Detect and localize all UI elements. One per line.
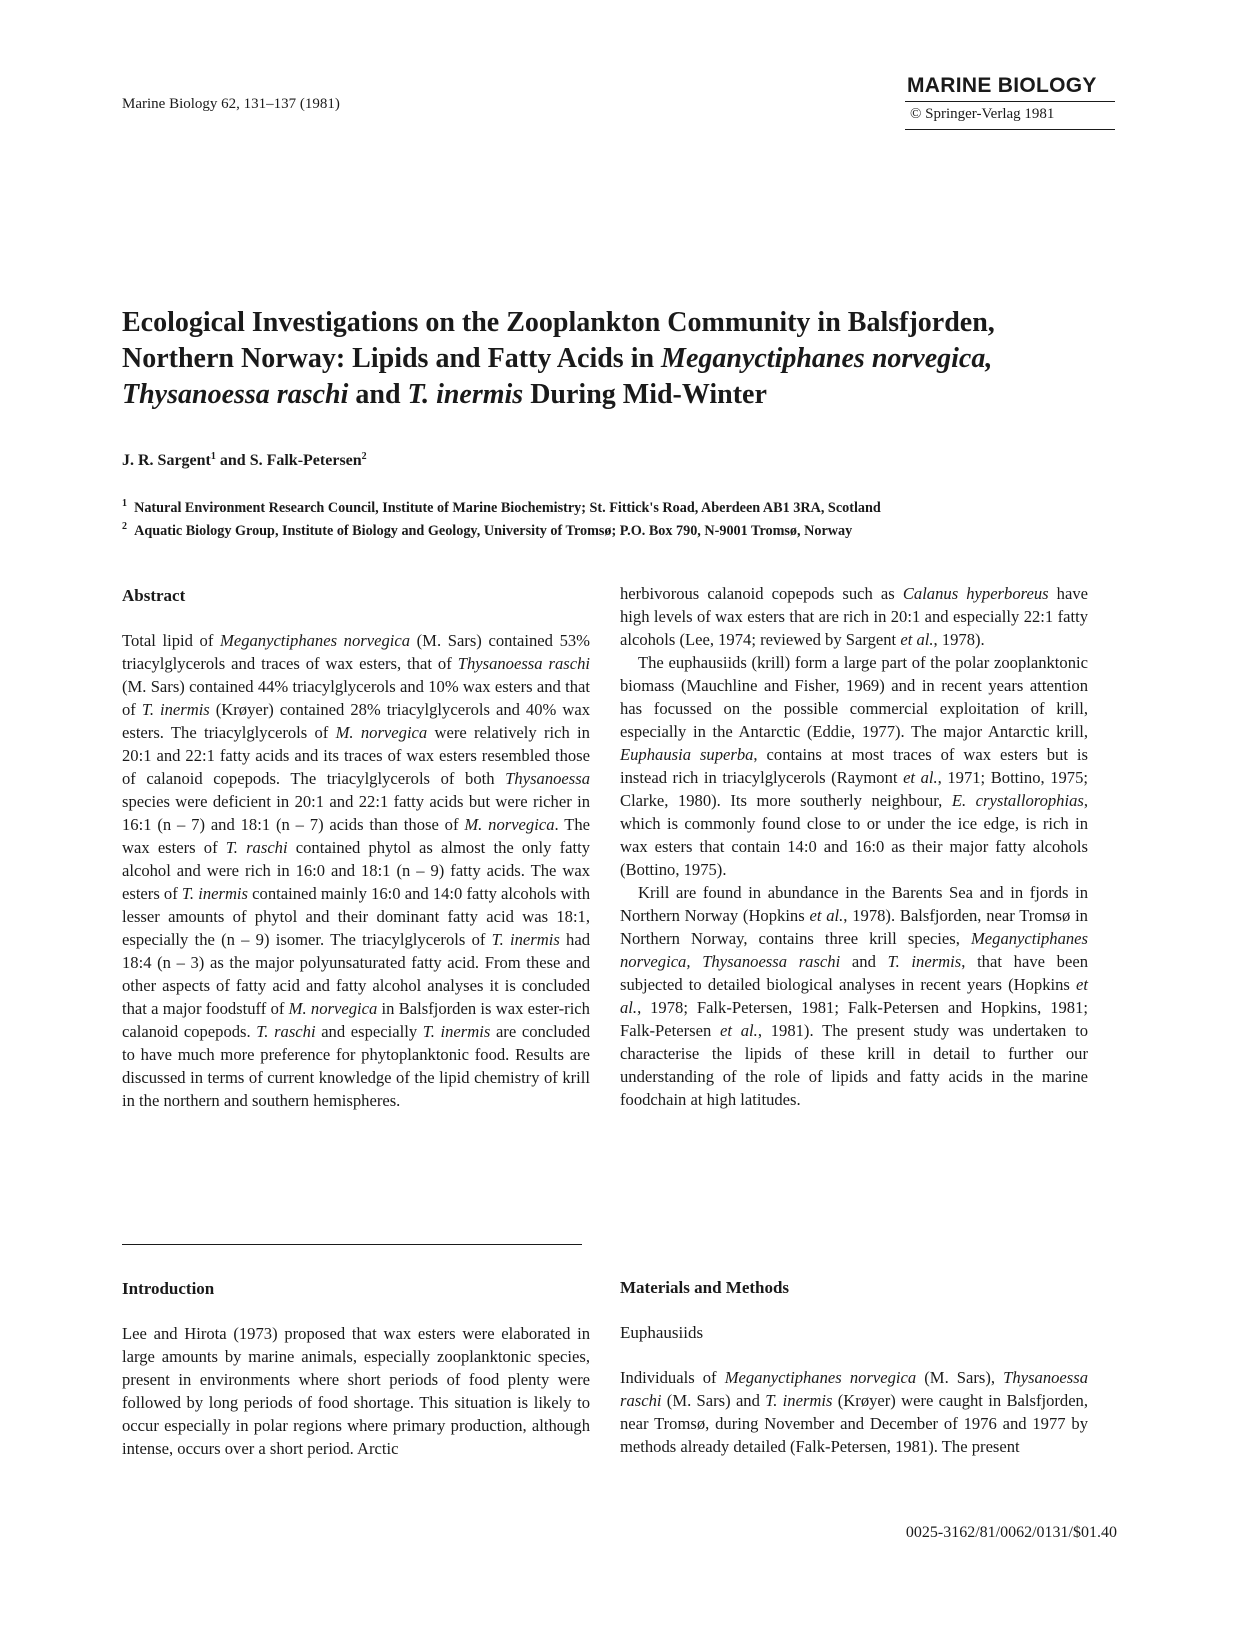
journal-reference: Marine Biology 62, 131–137 (1981) [122,96,340,112]
abstract-body: Total lipid of Meganyctiphanes norvegica (M. Sars) contained 53% triacylglycerols and traces of wax esters, that of Thysanoessa raschi (M. Sars) contained 44% triacylglycerols and 10% wax esters and that of T. inermis (Krøyer) contained 28% triacylglycerols and 40% wax esters. The triacylglycerols of M. norvegica were relatively rich in 20:1 and 22:1 fatty acids and its traces of wax esters resembled those of calanoid copepods. The triacylglycerols of both Thysanoessa species were deficient in 20:1 and 22:1 fatty acids but were richer in 16:1 (n – 7) and 18:1 (n – 7) acids than those of M. norvegica. The wax esters of T. raschi contained phytol as almost the only fatty alcohol and were rich in 16:0 and 18:1 (n – 9) fatty acids. The wax esters of T. inermis contained mainly 16:0 and 14:0 fatty alcohols with lesser amounts of phytol and their dominant fatty acid was 18:1, especially the (n – 9) isomer. The triacylglycerols of T. inermis had 18:4 (n – 3) as the major polyunsaturated fatty acid. From these and other aspects of fatty acid and fatty alcohol analyses it is concluded that a major foodstuff of M. norvegica in Balsfjorden is wax ester-rich calanoid copepods. T. raschi and especially T. inermis are concluded to have much more preference for phytoplanktonic food. Results are discussed in terms of current knowledge of the lipid chemistry of krill in the northern and southern hemispheres. [122,631,591,1110]
title-species: Thysanoessa raschi [122,379,349,410]
author-name: J. R. Sargent [122,452,211,469]
affiliation-marker: 2 [361,451,367,462]
title-text: During Mid-Winter [523,379,767,410]
affiliation-number: 1 [122,498,127,509]
methods-subheading: Euphausiids [620,1323,704,1342]
author-name: S. Falk-Petersen [249,452,362,469]
author-conjunction: and [215,452,250,469]
brand-divider-bottom [905,129,1115,130]
affiliation-marker: 1 [210,451,216,462]
journal-brand-block [905,74,1115,130]
abstract-heading: Abstract [122,586,186,605]
methods-section [620,1276,1088,1458]
title-text: Northern Norway: Lipids and Fatty Acids in [122,343,662,374]
title-text: and [348,379,408,410]
author-list [122,452,367,470]
title-species: Meganyctiphanes norvegica, [661,343,993,374]
abstract-section [122,584,590,1112]
introduction-paragraph: Lee and Hirota (1973) proposed that wax esters were elaborated in large amounts by marine animals, especially zooplanktonic species, present in environments where short periods of food plenty were followed by long periods of food shortage. This situation is likely to occur especially in polar regions where primary production, although intense, occurs over a short period. Arctic [122,1324,590,1458]
article-title [122,305,1122,413]
brand-divider [905,101,1115,102]
affiliation-text: Aquatic Biology Group, Institute of Biology and Geology, University of Tromsø; P.O. Box 790, N-9001 Tromsø, Norway [134,523,853,539]
affiliation-number: 2 [122,521,127,532]
affiliation-2 [122,523,852,540]
section-divider [122,1244,582,1245]
title-text: Ecological Investigations on the Zooplankton Community in Balsfjorden, [122,307,995,338]
copyright-line: © Springer-Verlag 1981 [910,106,1055,122]
journal-brand-title: MARINE BIOLOGY [907,74,1097,97]
affiliation-1 [122,500,881,517]
introduction-section [122,1277,590,1460]
methods-heading: Materials and Methods [620,1278,790,1297]
introduction-continued [620,582,1088,1111]
paragraph: herbivorous calanoid copepods such as Calanus hyperboreus have high levels of wax esters that are rich in 20:1 and especially 22:1 fatty alcohols (Lee, 1974; reviewed by Sargent et al., 1978). [620,584,1088,649]
methods-paragraph: Individuals of Meganyctiphanes norvegica (M. Sars), Thysanoessa raschi (M. Sars) and T. inermis (Krøyer) were caught in Balsfjorden, near Tromsø, during November and December of 1976 and 1977 by methods already detailed (Falk-Petersen, 1981). The present [620,1368,1089,1456]
introduction-heading: Introduction [122,1279,215,1298]
article-code: 0025-3162/81/0062/0131/$01.40 [905,1524,1117,1541]
paragraph: Krill are found in abundance in the Barents Sea and in fjords in Northern Norway (Hopkins et al., 1978). Balsfjorden, near Tromsø in Northern Norway, contains three krill species, Meganyctiphanes norvegica, Thysanoessa raschi and T. inermis, that have been subjected to detailed biological analyses in recent years (Hopkins et al., 1978; Falk-Petersen, 1981; Falk-Petersen and Hopkins, 1981; Falk-Petersen et al., 1981). The present study was undertaken to characterise the lipids of these krill in detail to further our understanding of the role of lipids and fatty acids in the marine foodchain at high latitudes. [620,883,1089,1109]
title-species: T. inermis [407,379,524,410]
affiliation-text: Natural Environment Research Council, Institute of Marine Biochemistry; St. Fittick's Road, Aberdeen AB1 3RA, Scotland [134,500,881,516]
paragraph: The euphausiids (krill) form a large part of the polar zooplanktonic biomass (Mauchline and Fisher, 1969) and in recent years attention has focussed on the possible commercial exploitation of krill, especially in the Antarctic (Eddie, 1977). The major Antarctic krill, Euphausia superba, contains at most traces of wax esters but is instead rich in triacylglycerols (Raymont et al., 1971; Bottino, 1975; Clarke, 1980). Its more southerly neighbour, E. crystallorophias, which is commonly found close to or under the ice edge, is rich in wax esters that contain 14:0 and 16:0 as their major fatty alcohols (Bottino, 1975). [620,653,1088,879]
